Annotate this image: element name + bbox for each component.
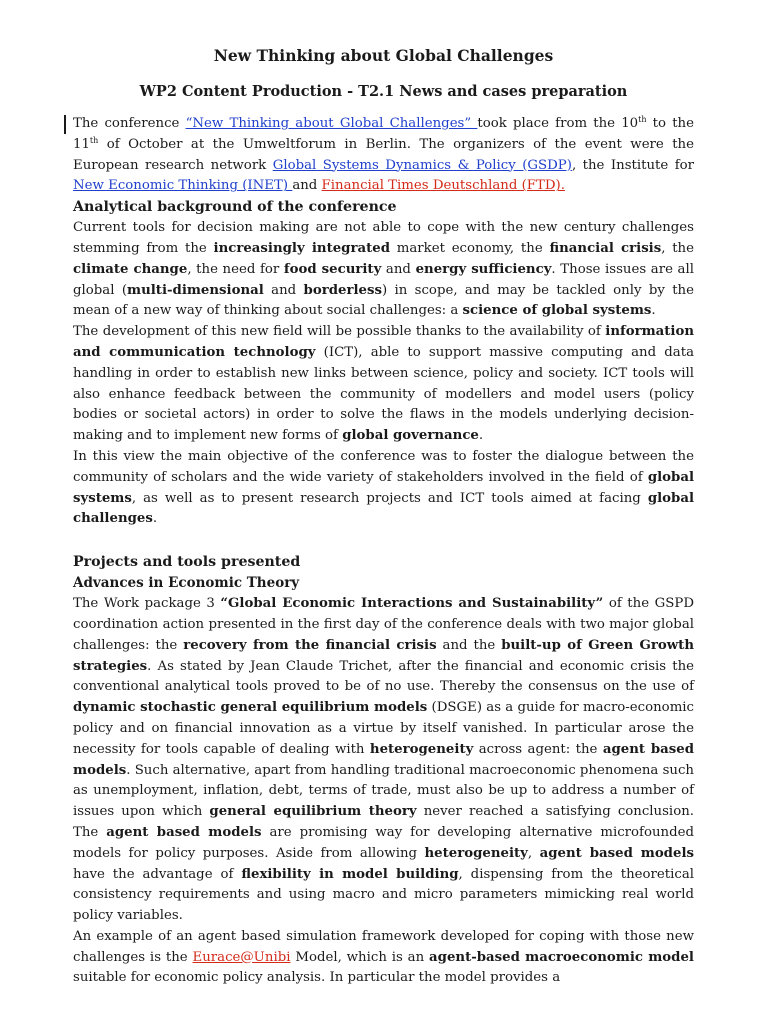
body-text: across agent: the xyxy=(473,741,603,757)
bold-text: multi-dimensional xyxy=(127,282,264,298)
document-title: New Thinking about Global Challenges xyxy=(213,46,554,65)
bold-text: agent based models xyxy=(73,741,694,778)
body-text: . xyxy=(152,511,158,527)
bold-text: “Global Economic Interactions and Sustainability” xyxy=(220,596,604,612)
inet-link[interactable]: New Economic Thinking (INET) xyxy=(73,178,293,194)
body-text: , as well as to present research projects and ICT tools aimed at facing xyxy=(131,490,648,506)
bold-text: dynamic stochastic general equilibrium models xyxy=(73,700,428,716)
body-text: suitable for economic policy analysis. In particular the model provides a xyxy=(73,970,561,986)
analytical-paragraph-1 xyxy=(73,218,694,322)
body-text: of the GSPD coordination action presented in the first day of the conference deals with two major global challenges: the xyxy=(73,596,694,653)
bold-text: science of global systems xyxy=(462,303,652,319)
body-text: . xyxy=(478,428,484,444)
bold-text: built-up of Green Growth strategies xyxy=(73,637,694,674)
bold-text: agent based models xyxy=(106,824,262,840)
section-heading-projects: Projects and tools presented xyxy=(73,554,301,571)
bold-text: general equilibrium theory xyxy=(209,804,417,820)
bold-text: heterogeneity xyxy=(424,845,528,861)
body-text: and the xyxy=(436,637,502,653)
eurace-link[interactable]: Eurace@Unibi xyxy=(192,949,291,965)
gsdp-link[interactable]: Global Systems Dynamics & Policy (GSDP) xyxy=(272,157,572,173)
bold-text: flexibility in model building xyxy=(241,866,459,882)
bold-text: energy sufficiency xyxy=(415,261,552,277)
ftd-link[interactable]: Financial Times Deutschland (FTD). xyxy=(321,178,565,194)
bold-text: borderless xyxy=(303,282,382,298)
body-text: In this view the main objective of the conference was to foster the dialogue between the community of scholars and the wide variety of stakeholders involved in the field of xyxy=(73,448,694,485)
bold-text: recovery from the financial crisis xyxy=(183,637,437,653)
body-text: . As stated by Jean Claude Trichet, after the financial and economic crisis the conventional analytical tools proved to be of no use. Thereby the consensus on the use of xyxy=(73,658,694,695)
body-text: (ICT), able to support massive computing and data handling in order to establish new links between science, policy and society. ICT tools will also enhance feedback between the community of modellers and model users (policy bodies or societal actors) in order to solve the flaws in the models underlying decision-making and to implement new forms of xyxy=(73,344,694,444)
body-text: and xyxy=(381,261,416,277)
projects-paragraph-1 xyxy=(73,594,694,927)
bold-text: food security xyxy=(283,261,382,277)
body-text: The Work package 3 xyxy=(73,596,221,612)
body-text: . xyxy=(651,303,656,319)
intro-text: to the 11 xyxy=(73,116,694,152)
body-text: ) in scope, and may be tackled only by the mean of a new way of thinking about social challenges: a xyxy=(73,282,694,319)
bold-text: agent based models xyxy=(539,845,694,861)
intro-text: of October at the Umweltforum in Berlin. The organizers of the event were the European research network xyxy=(73,136,694,173)
document-page xyxy=(73,46,694,989)
bold-text: increasingly integrated xyxy=(213,240,391,256)
body-text: An example of an agent based simulation framework developed for coping with those new challenges is the xyxy=(73,928,694,965)
analytical-paragraph-3 xyxy=(73,447,694,530)
body-text: The development of this new field will be possible thanks to the availability of xyxy=(73,324,606,340)
body-text: Model, which is an xyxy=(290,949,430,965)
bold-text: global systems xyxy=(73,469,694,506)
body-text: , the xyxy=(661,240,694,256)
intro-text: The conference xyxy=(73,116,186,131)
document-subtitle: WP2 Content Production - T2.1 News and cases preparation xyxy=(139,83,628,100)
body-text: and xyxy=(263,282,304,298)
bold-text: global challenges xyxy=(73,490,694,527)
bold-text: agent-based macroeconomic model xyxy=(429,949,694,965)
body-text: , xyxy=(527,845,540,861)
intro-text: took place from the 10 xyxy=(477,116,639,131)
analytical-paragraph-2 xyxy=(73,322,694,447)
body-text: market economy, the xyxy=(390,240,550,256)
body-text: , dispensing from the theoretical consistency requirements and using macro and micro parameters mimicking real world policy variables. xyxy=(73,866,695,924)
body-text: . Such alternative, apart from handling traditional macroeconomic phenomena such as unemployment, inflation, debt, terms of trade, must also be up to address a number of issues upon which xyxy=(73,762,694,820)
superscript: th xyxy=(638,115,647,124)
body-text: . Those issues are all global ( xyxy=(73,261,694,298)
conference-link[interactable]: “New Thinking about Global Challenges” xyxy=(185,116,478,131)
projects-paragraph-2 xyxy=(73,927,694,989)
intro-paragraph xyxy=(73,114,694,197)
bold-text: financial crisis xyxy=(549,240,662,256)
intro-text: and xyxy=(292,178,322,194)
intro-text: , the Institute for xyxy=(571,157,694,173)
body-text: Current tools for decision making are not able to cope with the new century challenges stemming from the xyxy=(73,220,694,256)
subsection-heading-economic-theory: Advances in Economic Theory xyxy=(73,575,300,592)
body-text: (DSGE) as a guide for macro-economic policy and on financial innovation as a virtue by itself vanished. In particular arose the necessity for tools capable of dealing with xyxy=(73,700,695,757)
bold-text: information and communication technology xyxy=(73,324,694,360)
superscript: th xyxy=(89,135,99,145)
text-cursor xyxy=(64,115,66,134)
body-text: never reached a satisfying conclusion. The xyxy=(73,804,694,840)
section-heading-analytical: Analytical background of the conference xyxy=(73,199,397,216)
body-text: , the need for xyxy=(187,261,284,277)
body-text: are promising way for developing alternative microfounded models for policy purposes. Aside from allowing xyxy=(73,824,694,861)
bold-text: climate change xyxy=(73,261,188,277)
bold-text: global governance xyxy=(342,428,479,444)
bold-text: heterogeneity xyxy=(369,741,474,757)
body-text: have the advantage of xyxy=(73,866,242,882)
